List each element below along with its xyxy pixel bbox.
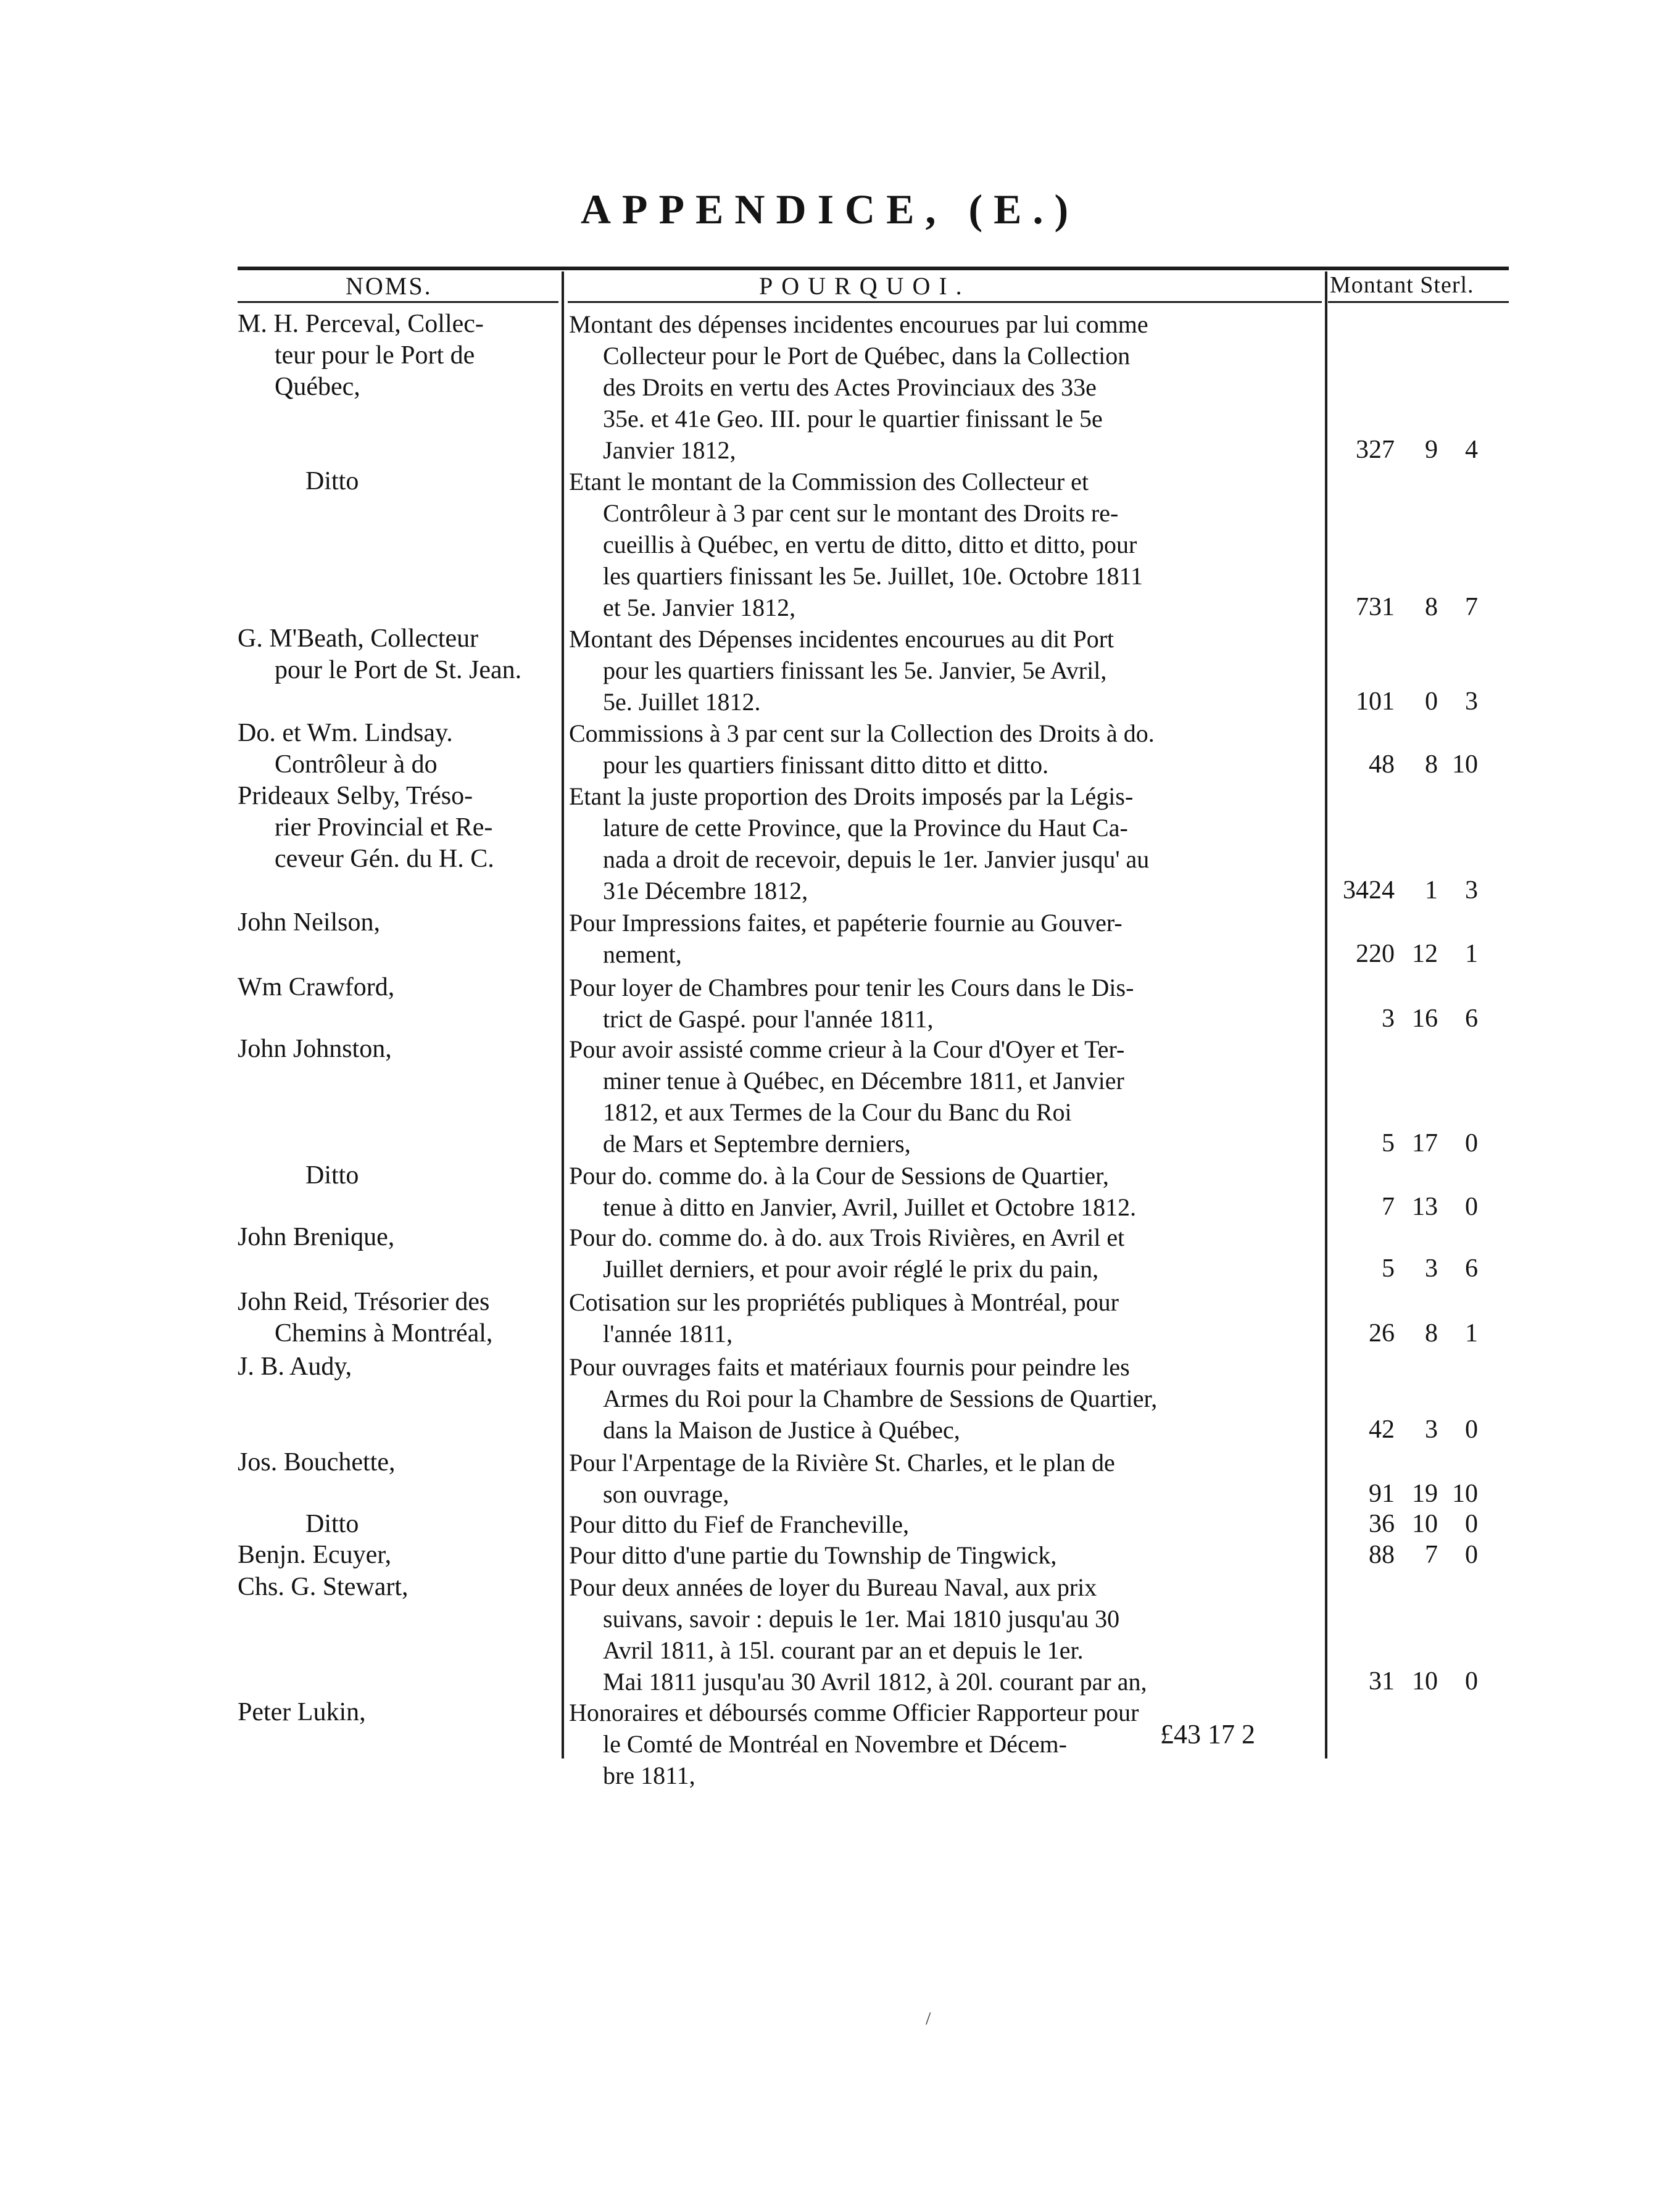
row-reason-line: les quartiers finissant les 5e. Juillet, 10e. Octobre 1811 — [603, 562, 1143, 590]
amount-shillings: 13 — [1412, 1193, 1438, 1221]
row-name-line: John Reid, Trésorier des — [238, 1288, 490, 1316]
amount-pounds: 731 — [1356, 593, 1395, 621]
amount-pence: 4 — [1465, 436, 1478, 464]
row-name-line: Peter Lukin, — [238, 1698, 366, 1726]
amount-pounds: 31 — [1369, 1667, 1395, 1696]
amount-pounds: 42 — [1369, 1415, 1395, 1444]
column-header-montant: Montant Sterl. — [1330, 272, 1474, 298]
page-mark: / — [926, 2008, 931, 2029]
amount-pence: 0 — [1465, 1541, 1478, 1569]
row-amount — [1333, 1478, 1518, 1510]
row-reason-line: pour les quartiers finissant ditto ditto et ditto. — [603, 751, 1049, 779]
row-reason — [569, 1509, 1321, 1540]
row-reason — [569, 972, 1321, 1035]
amount-shillings: 8 — [1425, 1319, 1438, 1348]
amount-pence: 10 — [1452, 1480, 1478, 1508]
amount-pence: 1 — [1465, 940, 1478, 968]
row-name-line: Benjn. Ecuyer, — [238, 1541, 392, 1569]
row-amount — [1333, 749, 1518, 781]
amount-pounds: 7 — [1382, 1193, 1395, 1221]
header-rule-noms — [238, 301, 558, 303]
row-reason-line: des Droits en vertu des Actes Provinciaux des 33e — [603, 373, 1097, 401]
row-name-line: Chemins à Montréal, — [275, 1319, 493, 1348]
row-reason-line: Pour do. comme do. à do. aux Trois Rivières, en Avril et — [569, 1224, 1125, 1251]
amount-pence: 6 — [1465, 1005, 1478, 1033]
amount-pence: 6 — [1465, 1254, 1478, 1283]
row-name-line: Prideaux Selby, Tréso- — [238, 782, 473, 810]
row-name-line: J. B. Audy, — [238, 1352, 352, 1381]
row-name — [238, 1447, 555, 1478]
row-name-line: Ditto — [305, 1510, 359, 1538]
row-name — [238, 1509, 555, 1540]
row-reason-line: son ouvrage, — [603, 1480, 729, 1508]
row-reason-line: Montant des dépenses incidentes encourues par lui comme — [569, 310, 1148, 338]
row-reason-line: Pour ditto d'une partie du Township de Tingwick, — [569, 1541, 1057, 1569]
row-reason-line: cueillis à Québec, en vertu de ditto, ditto et ditto, pour — [603, 531, 1137, 558]
row-name-line: John Johnston, — [238, 1035, 392, 1063]
column-divider-right — [1325, 271, 1327, 1758]
row-reason-line: Mai 1811 jusqu'au 30 Avril 1812, à 20l. courant par an, — [603, 1668, 1147, 1696]
row-reason-line: Pour do. comme do. à la Cour de Sessions de Quartier, — [569, 1162, 1109, 1190]
row-name-line: M. H. Perceval, Collec- — [238, 310, 484, 338]
row-name-line: Jos. Bouchette, — [238, 1448, 396, 1477]
row-reason-line: Pour l'Arpentage de la Rivière St. Charles, et le plan de — [569, 1449, 1115, 1477]
row-amount — [1333, 592, 1518, 623]
row-amount — [1333, 938, 1518, 970]
row-reason-line: Juillet derniers, et pour avoir réglé le prix du pain, — [603, 1255, 1099, 1283]
row-reason-line: Pour ditto du Fief de Francheville, — [569, 1510, 910, 1538]
row-reason-line: Contrôleur à 3 par cent sur le montant des Droits re- — [603, 499, 1119, 527]
row-reason — [569, 781, 1321, 906]
amount-pounds: 3 — [1382, 1005, 1395, 1033]
amount-pence: 0 — [1465, 1667, 1478, 1696]
row-reason — [569, 466, 1321, 623]
row-name-line: Chs. G. Stewart, — [238, 1573, 409, 1601]
row-reason — [569, 907, 1321, 970]
column-header-noms: NOMS. — [346, 272, 433, 300]
row-name — [238, 309, 555, 403]
row-reason-line: Pour ouvrages faits et matériaux fournis pour peindre les — [569, 1353, 1130, 1381]
row-reason — [569, 718, 1321, 781]
row-reason-line: suivans, savoir : depuis le 1er. Mai 1810 jusqu'au 30 — [603, 1605, 1120, 1633]
amount-pounds: 3424 — [1343, 876, 1395, 905]
row-name — [238, 718, 555, 781]
amount-pounds: 327 — [1356, 436, 1395, 464]
amount-pence: 3 — [1465, 687, 1478, 716]
amount-shillings: 19 — [1412, 1480, 1438, 1508]
row-name — [238, 1697, 555, 1728]
amount-shillings: 10 — [1412, 1510, 1438, 1538]
amount-pence: 7 — [1465, 593, 1478, 621]
row-reason-line: trict de Gaspé. pour l'année 1811, — [603, 1005, 934, 1033]
amount-pounds: 91 — [1369, 1480, 1395, 1508]
row-reason — [569, 1447, 1321, 1510]
amount-pounds: 5 — [1382, 1254, 1395, 1283]
row-reason — [569, 623, 1321, 718]
row-reason-line: Pour deux années de loyer du Bureau Naval, aux prix — [569, 1573, 1097, 1601]
row-amount — [1333, 1128, 1518, 1159]
row-reason — [569, 1222, 1321, 1285]
row-name-line: G. M'Beath, Collecteur — [238, 624, 479, 653]
row-amount — [1333, 1509, 1518, 1540]
row-name — [238, 623, 555, 686]
row-reason-line: 35e. et 41e Geo. III. pour le quartier finissant le 5e — [603, 405, 1103, 433]
row-amount — [1333, 1666, 1518, 1697]
row-reason-line: 31e Décembre 1812, — [603, 877, 808, 905]
row-name-line: Wm Crawford, — [238, 973, 395, 1001]
amount-shillings: 17 — [1412, 1129, 1438, 1158]
row-amount — [1333, 1253, 1518, 1285]
row-name — [238, 1539, 555, 1571]
row-name — [238, 1222, 555, 1253]
row-name-line: rier Provincial et Re- — [275, 813, 493, 842]
amount-shillings: 0 — [1425, 687, 1438, 716]
row-reason-line: 5e. Juillet 1812. — [603, 688, 761, 716]
row-reason-line: Armes du Roi pour la Chambre de Sessions de Quartier, — [603, 1385, 1158, 1412]
row-reason — [569, 309, 1321, 466]
amount-pence: 0 — [1465, 1510, 1478, 1538]
row-amount — [1333, 1191, 1518, 1223]
row-reason-line: pour les quartiers finissant les 5e. Janvier, 5e Avril, — [603, 657, 1107, 684]
amount-pounds: 88 — [1369, 1541, 1395, 1569]
amount-shillings: 9 — [1425, 436, 1438, 464]
row-amount — [1333, 1414, 1518, 1446]
amount-shillings: 8 — [1425, 593, 1438, 621]
row-reason-line: l'année 1811, — [603, 1320, 733, 1348]
amount-pence: 0 — [1465, 1193, 1478, 1221]
row-name-line: ceveur Gén. du H. C. — [275, 845, 494, 873]
row-name — [238, 972, 555, 1003]
amount-pence: 3 — [1465, 876, 1478, 905]
amount-pounds: 101 — [1356, 687, 1395, 716]
row-reason-line: bre 1811, — [603, 1762, 695, 1789]
total-amount: £43 17 2 — [1160, 1719, 1255, 1749]
row-name — [238, 1160, 555, 1191]
header-rule-pourquoi — [568, 301, 1322, 303]
row-name-line: Ditto — [305, 1161, 359, 1190]
row-amount — [1333, 434, 1518, 466]
row-reason — [569, 1572, 1321, 1697]
row-reason-line: 1812, et aux Termes de la Cour du Banc du Roi — [603, 1098, 1072, 1126]
row-name — [238, 1351, 555, 1383]
amount-pounds: 5 — [1382, 1129, 1395, 1158]
row-reason-line: le Comté de Montréal en Novembre et Décem- — [603, 1730, 1067, 1758]
row-name — [238, 781, 555, 875]
row-reason-line: nement, — [603, 940, 682, 968]
amount-pounds: 220 — [1356, 940, 1395, 968]
row-reason — [569, 1351, 1321, 1446]
row-reason-line: dans la Maison de Justice à Québec, — [603, 1416, 960, 1444]
row-reason — [569, 1286, 1321, 1349]
amount-shillings: 7 — [1425, 1541, 1438, 1569]
row-name — [238, 1572, 555, 1603]
row-reason-line: nada a droit de recevoir, depuis le 1er. Janvier jusqu' au — [603, 845, 1150, 873]
row-reason-line: Honoraires et déboursés comme Officier Rapporteur pour — [569, 1699, 1139, 1726]
amount-shillings: 12 — [1412, 940, 1438, 968]
row-reason — [569, 1034, 1321, 1159]
row-name-line: John Brenique, — [238, 1223, 395, 1251]
amount-pence: 1 — [1465, 1319, 1478, 1348]
row-reason-line: Commissions à 3 par cent sur la Collection des Droits à do. — [569, 719, 1155, 747]
row-name-line: Do. et Wm. Lindsay. — [238, 719, 453, 747]
row-name — [238, 907, 555, 938]
amount-shillings: 1 — [1425, 876, 1438, 905]
amount-pounds: 48 — [1369, 750, 1395, 779]
column-divider-left — [562, 271, 564, 1758]
amount-pence: 0 — [1465, 1415, 1478, 1444]
amount-shillings: 3 — [1425, 1415, 1438, 1444]
page-title: APPENDICE, (E.) — [580, 186, 1080, 233]
row-name-line: Ditto — [305, 467, 359, 495]
row-amount — [1333, 1318, 1518, 1349]
row-reason-line: Pour Impressions faites, et papéterie fournie au Gouver- — [569, 909, 1123, 937]
row-reason-line: lature de cette Province, que la Province du Haut Ca- — [603, 814, 1128, 842]
row-name-line: teur pour le Port de — [275, 341, 475, 370]
row-reason-line: Janvier 1812, — [603, 436, 736, 464]
row-reason-line: Pour avoir assisté comme crieur à la Cour d'Oyer et Ter- — [569, 1035, 1125, 1063]
row-reason-line: Etant le montant de la Commission des Collecteur et — [569, 468, 1089, 495]
row-amount — [1333, 1539, 1518, 1571]
amount-pence: 0 — [1465, 1129, 1478, 1158]
row-reason — [569, 1539, 1321, 1571]
amount-pounds: 26 — [1369, 1319, 1395, 1348]
row-reason-line: Cotisation sur les propriétés publiques à Montréal, pour — [569, 1288, 1119, 1316]
row-amount — [1333, 875, 1518, 906]
row-amount — [1333, 1003, 1518, 1035]
header-rule-montant — [1328, 301, 1509, 303]
amount-shillings: 8 — [1425, 750, 1438, 779]
row-reason-line: Etant la juste proportion des Droits imposés par la Légis- — [569, 782, 1134, 810]
row-name-line: Contrôleur à do — [275, 750, 438, 779]
row-name-line: Québec, — [275, 373, 360, 401]
row-reason-line: de Mars et Septembre derniers, — [603, 1130, 911, 1158]
row-name — [238, 1286, 555, 1349]
row-reason-line: Avril 1811, à 15l. courant par an et depuis le 1er. — [603, 1636, 1084, 1664]
row-reason-line: et 5e. Janvier 1812, — [603, 594, 796, 621]
row-name-line: pour le Port de St. Jean. — [275, 656, 522, 684]
row-name-line: John Neilson, — [238, 908, 380, 937]
row-reason-line: Collecteur pour le Port de Québec, dans la Collection — [603, 342, 1131, 370]
amount-pence: 10 — [1452, 750, 1478, 779]
row-name — [238, 1034, 555, 1065]
row-reason-line: tenue à ditto en Janvier, Avril, Juillet et Octobre 1812. — [603, 1193, 1137, 1221]
row-amount — [1333, 686, 1518, 718]
row-reason-line: miner tenue à Québec, en Décembre 1811, et Janvier — [603, 1067, 1124, 1095]
row-reason — [569, 1160, 1321, 1223]
row-reason-line: Montant des Dépenses incidentes encourues au dit Port — [569, 625, 1114, 653]
amount-pounds: 36 — [1369, 1510, 1395, 1538]
column-header-pourquoi: POURQUOI. — [759, 272, 971, 300]
amount-shillings: 10 — [1412, 1667, 1438, 1696]
row-reason-line: Pour loyer de Chambres pour tenir les Cours dans le Dis- — [569, 974, 1134, 1001]
amount-shillings: 3 — [1425, 1254, 1438, 1283]
row-name — [238, 466, 555, 497]
header-top-rule — [238, 267, 1509, 270]
amount-shillings: 16 — [1412, 1005, 1438, 1033]
